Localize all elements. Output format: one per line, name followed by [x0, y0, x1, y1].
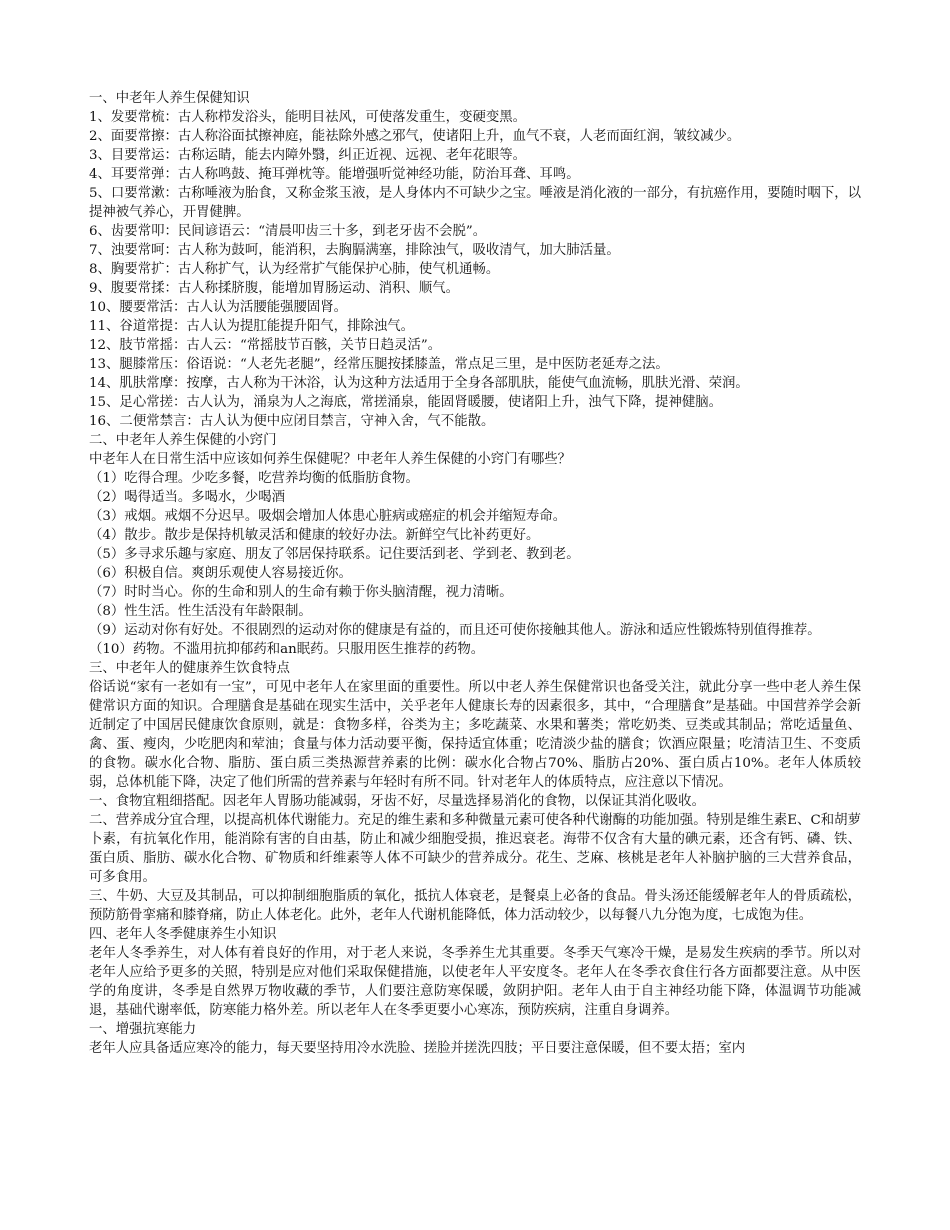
paragraph: 一、食物宜粗细搭配。因老年人胃肠功能减弱，牙齿不好，尽量选择易消化的食物，以保证其消化吸收。	[89, 794, 705, 809]
paragraph: （7）时时当心。你的生命和别人的生命有赖于你头脑清醒，视力清晰。	[89, 585, 513, 600]
paragraph: （10）药物。不滥用抗抑郁药和an眠药。只服用医生推荐的药物。	[89, 642, 485, 657]
paragraph: （3）戒烟。戒烟不分迟早。吸烟会增加人体患心脏病或癌症的机会并缩短寿命。	[89, 509, 567, 524]
paragraph: 三、牛奶、大豆及其制品，可以抑制细胞脂质的氧化，抵抗人体衰老，是餐桌上必备的食品。骨头汤还能缓解老年人的骨质疏松，预防筋骨挛痛和膝脊痛，防止人体老化。此外，老年人代谢机能降低，体力活动较少，以每餐八九分饱为度，七成饱为佳。	[89, 889, 861, 923]
paragraph: （8）性生活。性生活没有年龄限制。	[89, 604, 312, 619]
paragraph: （4）散步。散步是保持机敏灵活和健康的较好办法。新鲜空气比补药更好。	[89, 528, 540, 543]
paragraph: 中老年人在日常生活中应该如何养生保健呢？中老年人养生保健的小窍门有哪些？	[89, 452, 572, 467]
paragraph: 1、发要常梳：古人称栉发浴头，能明目祛风，可使落发重生，变硬变黑。	[89, 110, 527, 125]
paragraph: 一、中老年人养生保健知识	[89, 91, 250, 106]
paragraph: 11、谷道常提：古人认为提肛能提升阳气，排除浊气。	[89, 319, 415, 334]
paragraph: 7、浊要常呵：古人称为鼓呵，能消积，去胸膈满塞，排除浊气，吸收清气，加大肺活量。	[89, 243, 620, 258]
paragraph: 12、肢节常摇：古人云：“常摇肢节百骸，关节日趋灵活”。	[89, 338, 442, 353]
document-body	[89, 89, 861, 1058]
paragraph: 5、口要常漱：古称唾液为胎食，又称金浆玉液，是人身体内不可缺少之宝。唾液是消化液的一部分，有抗癌作用，要随时咽下，以提神被气养心，开胃健脾。	[89, 186, 861, 220]
paragraph: 二、中老年人养生保健的小窍门	[89, 433, 277, 448]
paragraph: 三、中老年人的健康养生饮食特点	[89, 661, 290, 676]
paragraph: 13、腿膝常压：俗语说：“人老先老腿”，经常压腿按揉膝盖，常点足三里，是中医防老延寿之法。	[89, 357, 669, 372]
paragraph: （2）喝得适当。多喝水，少喝酒	[89, 490, 285, 505]
paragraph: （5）多寻求乐趣与家庭、朋友了邻居保持联系。记住要活到老、学到老、教到老。	[89, 547, 580, 562]
paragraph: 一、增强抗寒能力	[89, 1022, 197, 1037]
paragraph: 4、耳要常弹：古人称鸣鼓、掩耳弹枕等。能增强听觉神经功能，防治耳聋、耳鸣。	[89, 167, 580, 182]
paragraph: 10、腰要常活：古人认为活腰能强腰固肾。	[89, 300, 348, 315]
paragraph: 6、齿要常叩：民间谚语云：“清晨叩齿三十多，到老牙齿不会脱”。	[89, 224, 487, 239]
paragraph: （9）运动对你有好处。不很剧烈的运动对你的健康是有益的，而且还可使你接触其他人。游泳和适应性锻炼特别值得推荐。	[89, 623, 821, 638]
paragraph: 16、二便常禁言：古人认为便中应闭目禁言，守神入舍，气不能散。	[89, 414, 495, 429]
paragraph: 老年人冬季养生，对人体有着良好的作用，对于老人来说，冬季养生尤其重要。冬季天气寒冷干燥，是易发生疾病的季节。所以对老年人应给予更多的关照，特别是应对他们采取保健措施，以使老年人平安度冬。老年人在冬季衣食住行各方面都要注意。从中医学的角度讲，冬季是自然界万物收藏的季节，人们要注意防寒保暖，敛阴护阳。老年人由于自主神经功能下降，体温调节功能减退，基础代谢率低，防寒能力格外差。所以老年人在冬季更要小心寒冻，预防疾病，注重自身调养。	[89, 946, 861, 1018]
paragraph: （1）吃得合理。少吃多餐，吃营养均衡的低脂肪食物。	[89, 471, 419, 486]
paragraph: 四、老年人冬季健康养生小知识	[89, 927, 277, 942]
paragraph: 3、目要常运：古称运睛，能去内障外翳，纠正近视、远视、老年花眼等。	[89, 148, 527, 163]
paragraph: （6）积极自信。爽朗乐观使人容易接近你。	[89, 566, 352, 581]
paragraph: 二、营养成分宜合理，以提高机体代谢能力。充足的维生素和多种微量元素可使各种代谢酶的功能加强。特别是维生素E、C和胡萝卜素，有抗氧化作用，能消除有害的自由基，防止和减少细胞受损，推迟衰老。海带不仅含有大量的碘元素，还含有钙、磷、铁、蛋白质、脂肪、碳水化合物、矿物质和纤维素等人体不可缺少的营养成分。花生、芝麻、核桃是老年人补脑护脑的三大营养食品，可多食用。	[89, 813, 861, 885]
paragraph: 俗话说“家有一老如有一宝”，可见中老年人在家里面的重要性。所以中老人养生保健常识也备受关注，就此分享一些中老人养生保健常识方面的知识。合理膳食是基础在现实生活中，关乎老年人健康长寿的因素很多，其中，“合理膳食”是基础。中国营养学会新近制定了中国居民健康饮食原则，就是：食物多样，谷类为主；多吃蔬菜、水果和薯类；常吃奶类、豆类或其制品；常吃适量鱼、禽、蛋、瘦肉，少吃肥肉和荤油；食量与体力活动要平衡，保持适宜体重；吃清淡少盐的膳食；饮酒应限量；吃清洁卫生、不变质的食物。碳水化合物、脂肪、蛋白质三类热源营养素的比例：碳水化合物占70%、脂肪占20%、蛋白质占10%。老年人体质较弱，总体机能下降，决定了他们所需的营养素与年轻时有所不同。针对老年人的体质特点，应注意以下情况。	[89, 680, 861, 790]
paragraph: 14、肌肤常摩：按摩，古人称为干沐浴，认为这种方法适用于全身各部肌肤，能使气血流畅，肌肤光滑、荣润。	[89, 376, 749, 391]
paragraph: 2、面要常擦：古人称浴面拭擦神庭，能祛除外感之邪气，使诸阳上升，血气不衰，人老而面红润，皱纹减少。	[89, 129, 741, 144]
paragraph: 15、足心常搓：古人认为，涌泉为人之海底，常搓涌泉，能固肾暖腰，使诸阳上升，浊气下降，提神健脑。	[89, 395, 723, 410]
paragraph: 9、腹要常揉：古人称揉脐腹，能增加胃肠运动、消积、顺气。	[89, 281, 460, 296]
paragraph: 老年人应具备适应寒冷的能力，每天要坚持用冷水洗脸、搓脸并搓洗四肢；平日要注意保暖，但不要太捂；室内	[89, 1041, 746, 1056]
paragraph: 8、胸要常扩：古人称扩气，认为经常扩气能保护心肺，使气机通畅。	[89, 262, 500, 277]
